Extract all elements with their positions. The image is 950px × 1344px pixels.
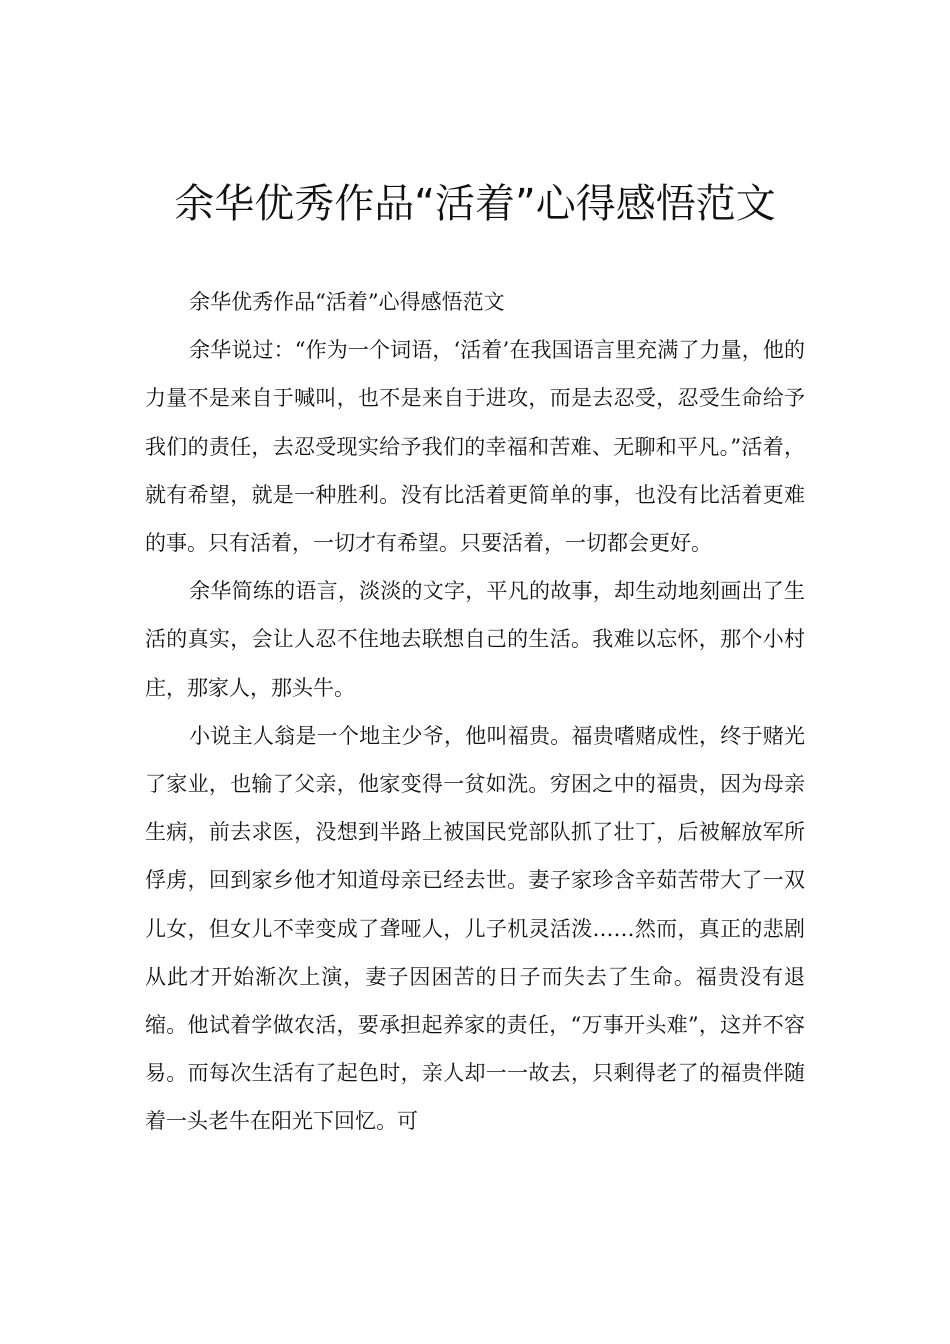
paragraph-plot: 小说主人翁是一个地主少爷，他叫福贵。福贵嗜赌成性，终于赌光了家业，也输了父亲，他家变得一贫如洗。穷困之中的福贵，因为母亲生病，前去求医，没想到半路上被国民党部队抓了壮丁，后被解放军所俘虏，回到家乡他才知道母亲已经去世。妻子家珍含辛茹苦带大了一双儿女，但女儿不幸变成了聋哑人，儿子机灵活泼……然而，真正的悲剧从此才开始渐次上演，妻子因困苦的日子而失去了生命。福贵没有退缩。他试着学做农活，要承担起养家的责任，“万事开头难”，这并不容易。而每次生活有了起色时，亲人却一一故去，只剩得老了的福贵伴随着一头老牛在阳光下回忆。可 [145,723,805,1134]
document-body [145,278,805,1146]
document-title: 余华优秀作品“活着”心得感悟范文 [174,181,776,227]
paragraph-subtitle: 余华优秀作品“活着”心得感悟范文 [189,290,505,314]
paragraph-impression: 余华简练的语言，淡淡的文字，平凡的故事，却生动地刻画出了生活的真实，会让人忍不住地去联想自己的生活。我难以忘怀，那个小村庄，那家人，那头牛。 [145,579,805,700]
paragraph-quote: 余华说过：“作为一个词语，‘活着’在我国语言里充满了力量，他的力量不是来自于喊叫，也不是来自于进攻，而是去忍受，忍受生命给予我们的责任，去忍受现实给予我们的幸福和苦难、无聊和平凡。”活着，就有希望，就是一种胜利。没有比活着更简单的事，也没有比活着更难的事。只有活着，一切才有希望。只要活着，一切都会更好。 [145,338,805,556]
